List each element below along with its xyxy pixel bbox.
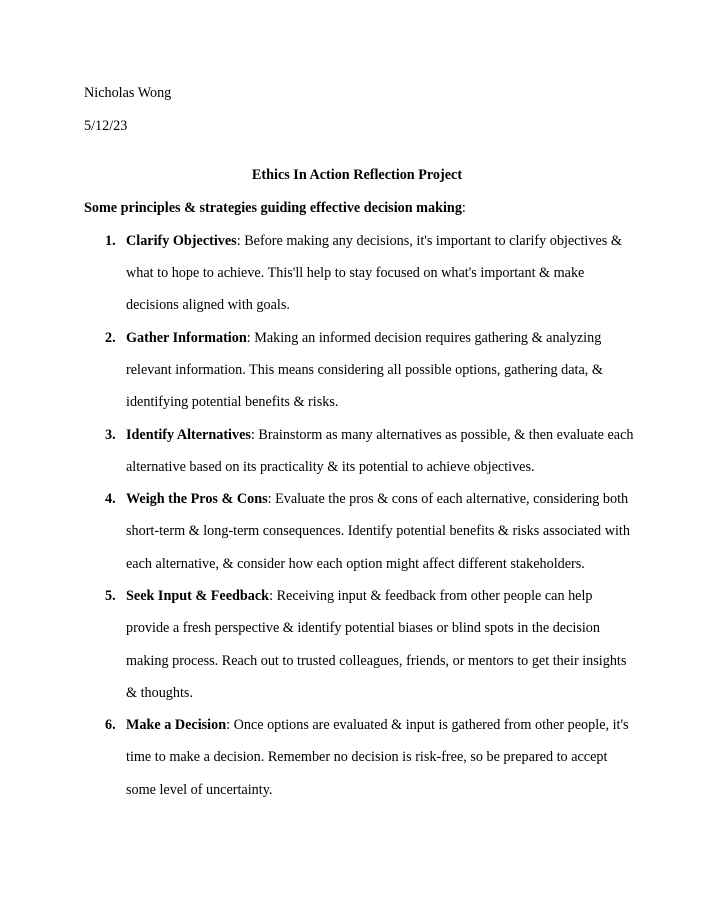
list-item-heading: Seek Input & Feedback: [126, 588, 270, 604]
list-item-number: 1.: [105, 233, 116, 249]
list-item-number: 6.: [105, 717, 116, 733]
list-item-number: 5.: [105, 588, 116, 604]
list-item-line: each alternative, & consider how each option might affect different stakeholders.: [126, 556, 585, 572]
list-item-line: time to make a decision. Remember no decision is risk-free, so be prepared to accept: [126, 749, 608, 765]
list-item-line: Weigh the Pros & Cons: Evaluate the pros & cons of each alternative, considering both: [126, 491, 629, 507]
document-date: 5/12/23: [84, 118, 128, 134]
list-item-line: & thoughts.: [126, 685, 194, 701]
list-item-line: Seek Input & Feedback: Receiving input & feedback from other people can help: [126, 588, 593, 604]
author-name: Nicholas Wong: [84, 85, 172, 101]
list-item-heading: Identify Alternatives: [126, 427, 251, 443]
list-item-line: short-term & long-term consequences. Identify potential benefits & risks associated with: [126, 523, 630, 539]
list-item-heading: Clarify Objectives: [126, 233, 237, 249]
intro-heading: Some principles & strategies guiding effective decision making: [84, 200, 462, 216]
list-item-number: 4.: [105, 491, 116, 507]
list-item-line: relevant information. This means considering all possible options, gathering data, &: [126, 362, 603, 378]
list-item-line: making process. Reach out to trusted colleagues, friends, or mentors to get their insights: [126, 653, 627, 669]
list-item-line: some level of uncertainty.: [126, 782, 273, 798]
list-item-line: identifying potential benefits & risks.: [126, 394, 339, 410]
list-item-line: Gather Information: Making an informed decision requires gathering & analyzing: [126, 330, 602, 346]
list-item-line: decisions aligned with goals.: [126, 297, 290, 313]
list-item-number: 2.: [105, 330, 116, 346]
list-item-line: Identify Alternatives: Brainstorm as many alternatives as possible, & then evaluate each: [126, 427, 634, 443]
list-item-heading: Weigh the Pros & Cons: [126, 491, 268, 507]
list-item-line: what to hope to achieve. This'll help to stay focused on what's important & make: [126, 265, 585, 281]
list-item-line: Clarify Objectives: Before making any decisions, it's important to clarify objectives &: [126, 233, 622, 249]
list-item-number: 3.: [105, 427, 116, 443]
intro-line: [84, 199, 466, 217]
list-item-line: Make a Decision: Once options are evaluated & input is gathered from other people, it's: [126, 717, 629, 733]
list-item-heading: Make a Decision: [126, 717, 227, 733]
list-item-line: provide a fresh perspective & identify potential biases or blind spots in the decision: [126, 620, 600, 636]
list-item-line: alternative based on its practicality & its potential to achieve objectives.: [126, 459, 535, 475]
intro-colon: :: [461, 200, 466, 216]
list-item-heading: Gather Information: [126, 330, 247, 346]
document-title: Ethics In Action Reflection Project: [251, 167, 463, 183]
